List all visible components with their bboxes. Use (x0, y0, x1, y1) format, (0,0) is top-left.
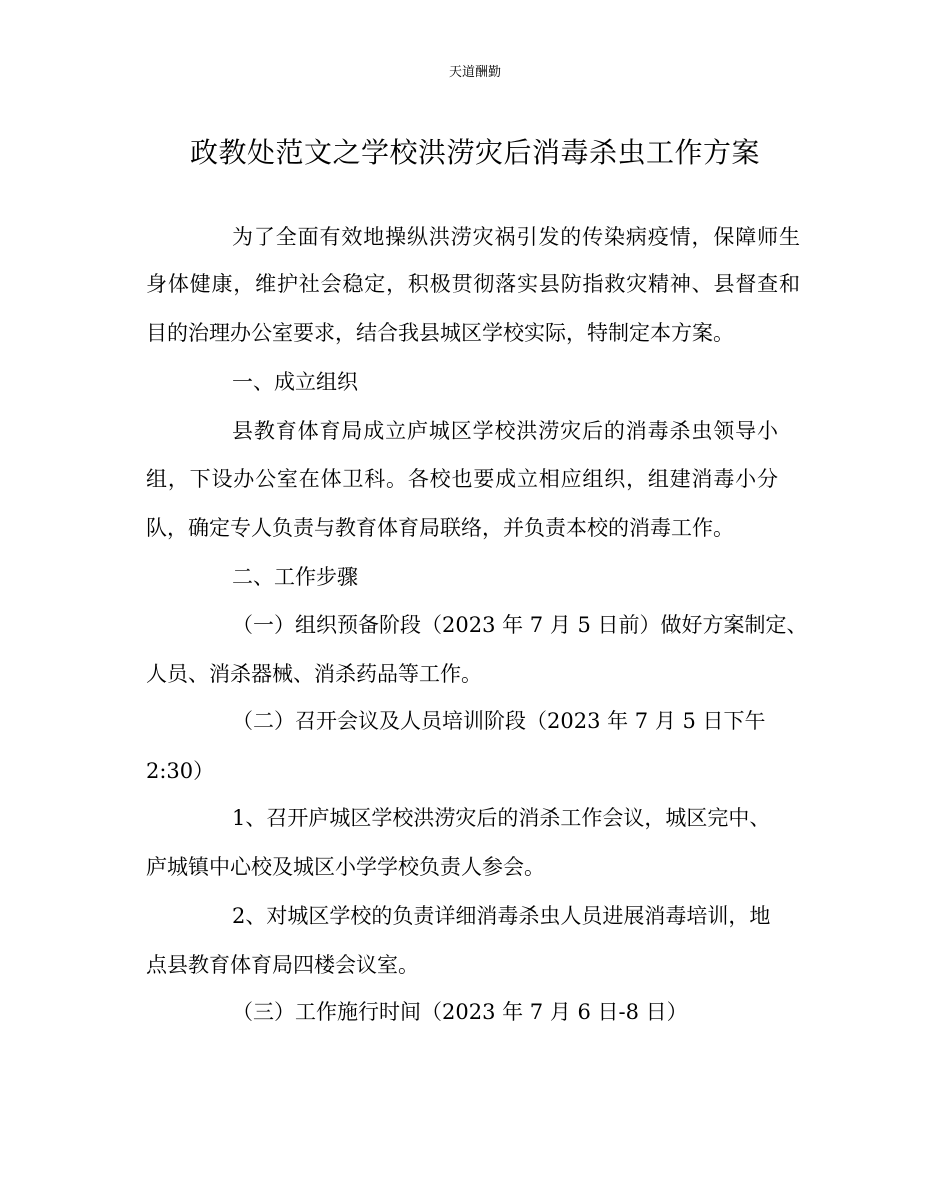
step-2-line-1: （二）召开会议及人员培训阶段（2023 年 7 月 5 日下午 (232, 709, 766, 733)
item-1-line-2: 庐城镇中心校及城区小学学校负责人参会。 (146, 855, 545, 879)
paragraph-intro-line-3: 目的治理办公室要求，结合我县城区学校实际，特制定本方案。 (146, 321, 734, 345)
paragraph-intro-line-1: 为了全面有效地操纵洪涝灾祸引发的传染病疫情，保障师生 (232, 225, 800, 249)
paragraph-organization-line-2: 组，下设办公室在体卫科。各校也要成立相应组织，组建消毒小分 (146, 467, 778, 491)
section-heading-steps: 二、工作步骤 (232, 565, 358, 589)
step-2-line-2: 2:30） (146, 759, 215, 783)
item-2-line-2: 点县教育体育局四楼会议室。 (146, 953, 419, 977)
item-1-line-1: 1、召开庐城区学校洪涝灾后的消杀工作会议，城区完中、 (232, 806, 771, 830)
step-1-line-2: 人员、消杀器械、消杀药品等工作。 (146, 662, 482, 686)
item-2-line-1: 2、对城区学校的负责详细消毒杀虫人员进展消毒培训，地 (232, 904, 771, 928)
step-1-line-1: （一）组织预备阶段（2023 年 7 月 5 日前）做好方案制定、 (232, 613, 808, 637)
paragraph-intro-line-2: 身体健康，维护社会稳定，积极贯彻落实县防指救灾精神、县督查和 (146, 272, 800, 296)
step-3-line-1: （三）工作施行时间（2023 年 7 月 6 日-8 日） (232, 1000, 688, 1024)
paragraph-organization-line-3: 队，确定专人负责与教育体育局联络，并负责本校的消毒工作。 (146, 516, 734, 540)
page-header: 天道酬勤 (448, 65, 501, 80)
paragraph-organization-line-1: 县教育体育局成立庐城区学校洪涝灾后的消毒杀虫领导小 (232, 419, 778, 443)
section-heading-organization: 一、成立组织 (232, 370, 358, 394)
document-title: 政教处范文之学校洪涝灾后消毒杀虫工作方案 (189, 136, 760, 169)
